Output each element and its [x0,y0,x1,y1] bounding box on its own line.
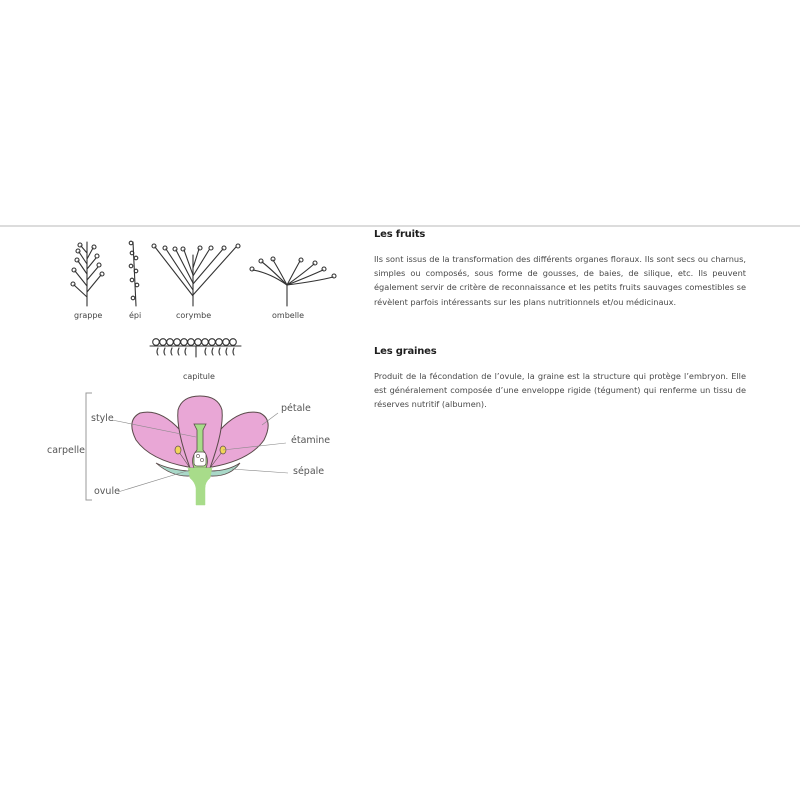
corymbe-label: corymbe [176,311,212,320]
capitule-icon [150,339,241,357]
ombelle-label: ombelle [272,311,305,320]
epi-icon [129,241,139,306]
ombelle-icon [250,257,336,306]
section-title: Les graines [374,346,437,357]
grappe-label: grappe [74,311,103,320]
etamine-label: étamine [291,435,331,446]
section-graines [374,346,746,412]
petale-label: pétale [281,403,311,414]
style-label: style [91,413,114,424]
carpelle-label: carpelle [47,445,85,456]
sepale-label: sépale [293,466,325,477]
botany-illustration [0,230,370,520]
epi-label: épi [129,311,142,320]
grappe-icon [71,242,104,306]
section-title: Les fruits [374,229,426,240]
section-body: Ils sont issus de la transformation des différents organes floraux. Ils sont secs ou charnus, simples ou composés, sous forme de gousses, de baies, de silique, etc. Ils peuvent également servir de critère de reconnaissance et les petits fruits sauvages comestibles se révèlent parfois intéressants sur les plans nutritionnels et/ou médicinaux. [374,254,746,307]
ovule-label: ovule [94,486,120,497]
corymbe-icon [152,244,240,306]
section-body: Produit de la fécondation de l’ovule, la graine est la structure qui protège l’embryon. Elle est généralement composée d’une enveloppe rigide (tégument) qui renferme un tissu de réserves nutritif (albumen). [374,371,746,410]
section-fruits [374,229,746,309]
top-divider [0,225,800,227]
capitule-label: capitule [183,372,215,381]
